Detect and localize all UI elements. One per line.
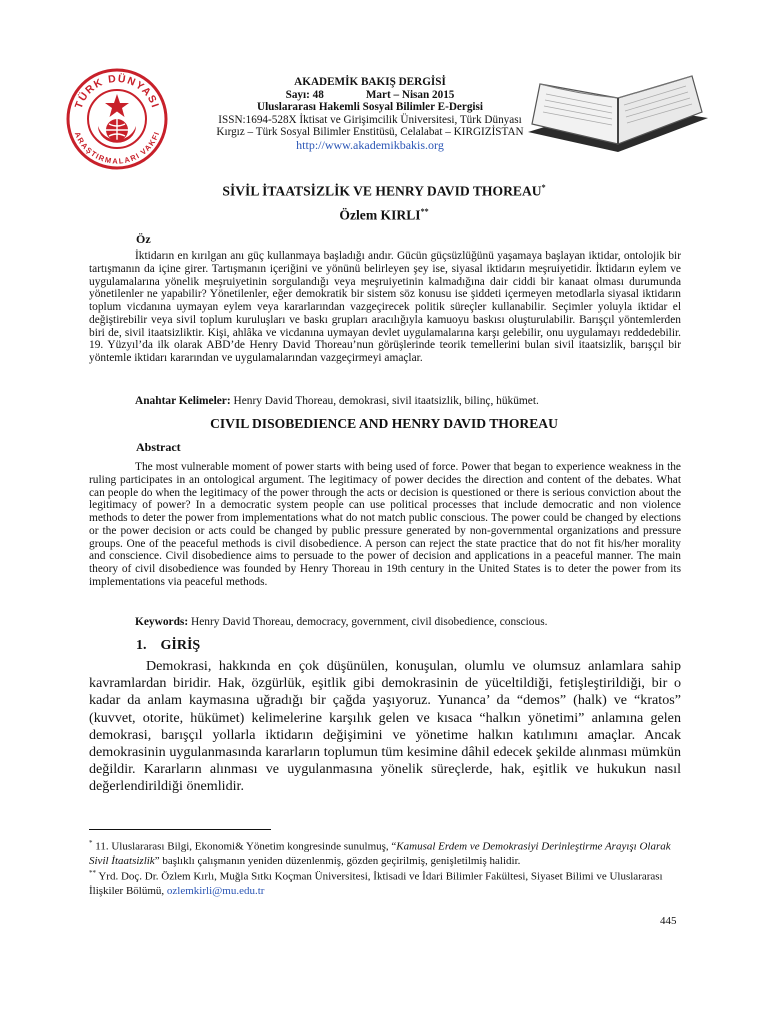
- keywords-en: [135, 616, 695, 628]
- footnote-2-mark: **: [89, 869, 96, 877]
- section-heading-giris: [136, 638, 200, 654]
- title-tr-text: SİVİL İTAATSİZLİK VE HENRY DAVID THOREAU: [222, 183, 542, 199]
- seal-text-top: TÜRK DÜNYASI: [72, 72, 162, 111]
- keywords-en-text: Henry David Thoreau, democracy, government, civil disobedience, conscious.: [188, 616, 548, 628]
- journal-header: [160, 76, 580, 152]
- issue-row: [160, 89, 580, 102]
- oz-heading: Öz: [136, 232, 151, 246]
- open-book-icon: [522, 74, 710, 158]
- institution-line: Kırgız – Türk Sosyal Bilimler Enstitüsü, Celalabat – KIRGIZİSTAN: [216, 126, 524, 139]
- footnote-1-mark: *: [89, 839, 93, 847]
- article-title-en: CIVIL DISOBEDIENCE AND HENRY DAVID THOREAU: [210, 416, 558, 431]
- footnote-1-text-start: 11. Uluslararası Bilgi, Ekonomi& Yönetim kongresinde sunulmuş, “: [92, 840, 397, 853]
- author-name: Özlem KIRLI: [339, 207, 421, 223]
- journal-url-link[interactable]: http://www.akademikbakis.org: [296, 137, 444, 152]
- section-body-text: Demokrasi, hakkında en çok düşünülen, konuşulan, olumlu ve olumsuz anlamlara sahip kavramlardan biridir. Hak, özgürlük, eşitlik gibi demokrasinin de yüceltildiği, fetişleştirildiği, bir o kadar da anlam kaymasına uğradığı bir çağda yaşıyoruz. Yunanca’ da “demos” (halk) ve “kratos” (kuvvet, otorite, hükümet) kelimelerine karşılık gelen ve kısaca “halkın yönetimi” anlamına gelen demokrasi, barışçıl yollarla iktidarın değişimini ve yönetime halkın katılımını amaçlar. Ancak demokrasinin uygulanmasında kararların toplumun tüm kesimine dâhil edecek şekilde alınması mümkün değildir. Kararların alınması ve uygulanmasına yönelik süreçlerde, hak, eşitlik ve hukukun nasıl değerlendirildiği önemlidir.: [89, 658, 681, 795]
- keywords-tr-text: Henry David Thoreau, demokrasi, sivil itaatsizlik, bilinç, hükümet.: [230, 395, 539, 407]
- keywords-en-label: Keywords:: [135, 616, 189, 628]
- seal-text-bottom: ARAŞTIRMALARI VAKFI: [72, 130, 162, 166]
- issn-line: ISSN:1694-528X İktisat ve Girişimcilik Üniversitesi, Türk Dünyası: [218, 113, 522, 126]
- journal-subtitle: Uluslararası Hakemli Sosyal Bilimler E-Dergisi: [256, 101, 484, 114]
- title-footnote-mark: *: [541, 183, 546, 192]
- oz-paragraph: [89, 250, 681, 365]
- page-number: 445: [660, 915, 677, 927]
- keywords-tr-label: Anahtar Kelimeler:: [135, 395, 231, 407]
- footnote-1-italic-title: Kamusal Erdem ve Demokrasiyi Derinleştirme Arayışı Olarak Sivil İtaatsizlik: [89, 840, 671, 867]
- abstract-paragraph: [89, 461, 681, 589]
- journal-seal-logo: [66, 68, 168, 170]
- author-footnote-mark: **: [420, 207, 429, 216]
- abstract-text: The most vulnerable moment of power starts with being used of force. Power that began to experience weakness in the ruling participates in an ontological argument. The legitimacy of power decides the direction and content of the debates. What can people do when the legitimacy of the power through the acts or decision is questioned or there is serious conviction about the legitimacy of power? In a democratic system people can use political processes that include democratic and non violence methods to deter the power from implementations what do not match public conscious. The power could be changed by elections or the power decision or acts could be changed by public pressure generated by non-governmental organizations and pressure groups. One of the peaceful methods is civil disobedience. A person can reject the state practice that do not fit his/her morality and conscience. Civil disobedience aims to persuade to the power of decision and applications in a peaceful manner. The main theory of civil disobedience was founded by Henry Thoreau in 19th century in the United States is to deter the power from its implementations via peaceful methods.: [89, 461, 681, 588]
- footnote-2: [89, 866, 681, 898]
- author-email-link[interactable]: ozlemkirli@mu.edu.tr: [166, 884, 265, 897]
- oz-text: İktidarın en kırılgan anı güç kullanmaya başladığı andır. Gücün güçsüzlüğünü yaşamaya başlayan iktidar, ontolojik bir tartışmanın da içine girer. Tartışmanın içeriğini ve yönünü belirleyen şey ise, siyasal iktidarın meşruiyetidir. İktidarın eylem ve uygulamalarına yönelik meşruiyetinin sorgulandığı veya meşruiyetinin kalmadığına dair ciddi bir kanaat olması durumunda yönetilenler ne yapabilir? Yönetilenler, eğer demokratik bir sistem söz konusu ise şiddeti içermeyen metodlarla siyasal iktidarın toplum vicdanına uymayan eylem veya kararlarından vazgeçirecek politik süreçler kullanabilir. Seçimler yoluyla iktidar el değiştirebilir veya sivil toplum kuruluşları ve baskı grupları aracılığıyla kamuoyu baskısı oluşturulabilir. Barışçıl yöntemlerden biri de, sivil itaatsizliktir. Kişi, ahlâka ve vicdanına uymayan devlet uygulamalarına karşı gelebilir, onu uygulamayı reddedebilir. 19. Yüzyıl’da ilk olarak ABD’de Henry David Thoreau’nun görüşlerinde teorik temellerini bulan sivil itaatsizlik, barışçıl bir yöntemle iktidarı kararından ve uygulamalarından vazgeçirmeyi amaçlar.: [89, 250, 681, 364]
- author-line: [0, 207, 768, 224]
- section-body-paragraph: [89, 658, 681, 796]
- footnote-2-text: Yrd. Doç. Dr. Özlem Kırlı, Muğla Sıtkı Koçman Üniversitesi, İktisadi ve İdari Bilimler Fakültesi, Siyaset Bilimi ve Uluslararası İlişkiler Bölümü,: [89, 870, 663, 897]
- issue-date: Mart – Nisan 2015: [365, 88, 455, 101]
- issue-number: Sayı: 48: [285, 88, 324, 101]
- section-number: 1.: [136, 638, 147, 653]
- keywords-tr: [135, 395, 695, 407]
- footnote-1: [89, 836, 681, 868]
- article-title-tr: [0, 183, 768, 200]
- abstract-heading: Abstract: [136, 440, 181, 454]
- journal-name: AKADEMİK BAKIŞ DERGİSİ: [294, 76, 446, 88]
- footnote-1-text-end: ” başlıklı çalışmanın yeniden düzenlenmiş, gözden geçirilmiş, genişletilmiş halidir.: [154, 854, 521, 867]
- footnote-divider: [89, 829, 271, 830]
- section-title: GİRİŞ: [160, 638, 201, 653]
